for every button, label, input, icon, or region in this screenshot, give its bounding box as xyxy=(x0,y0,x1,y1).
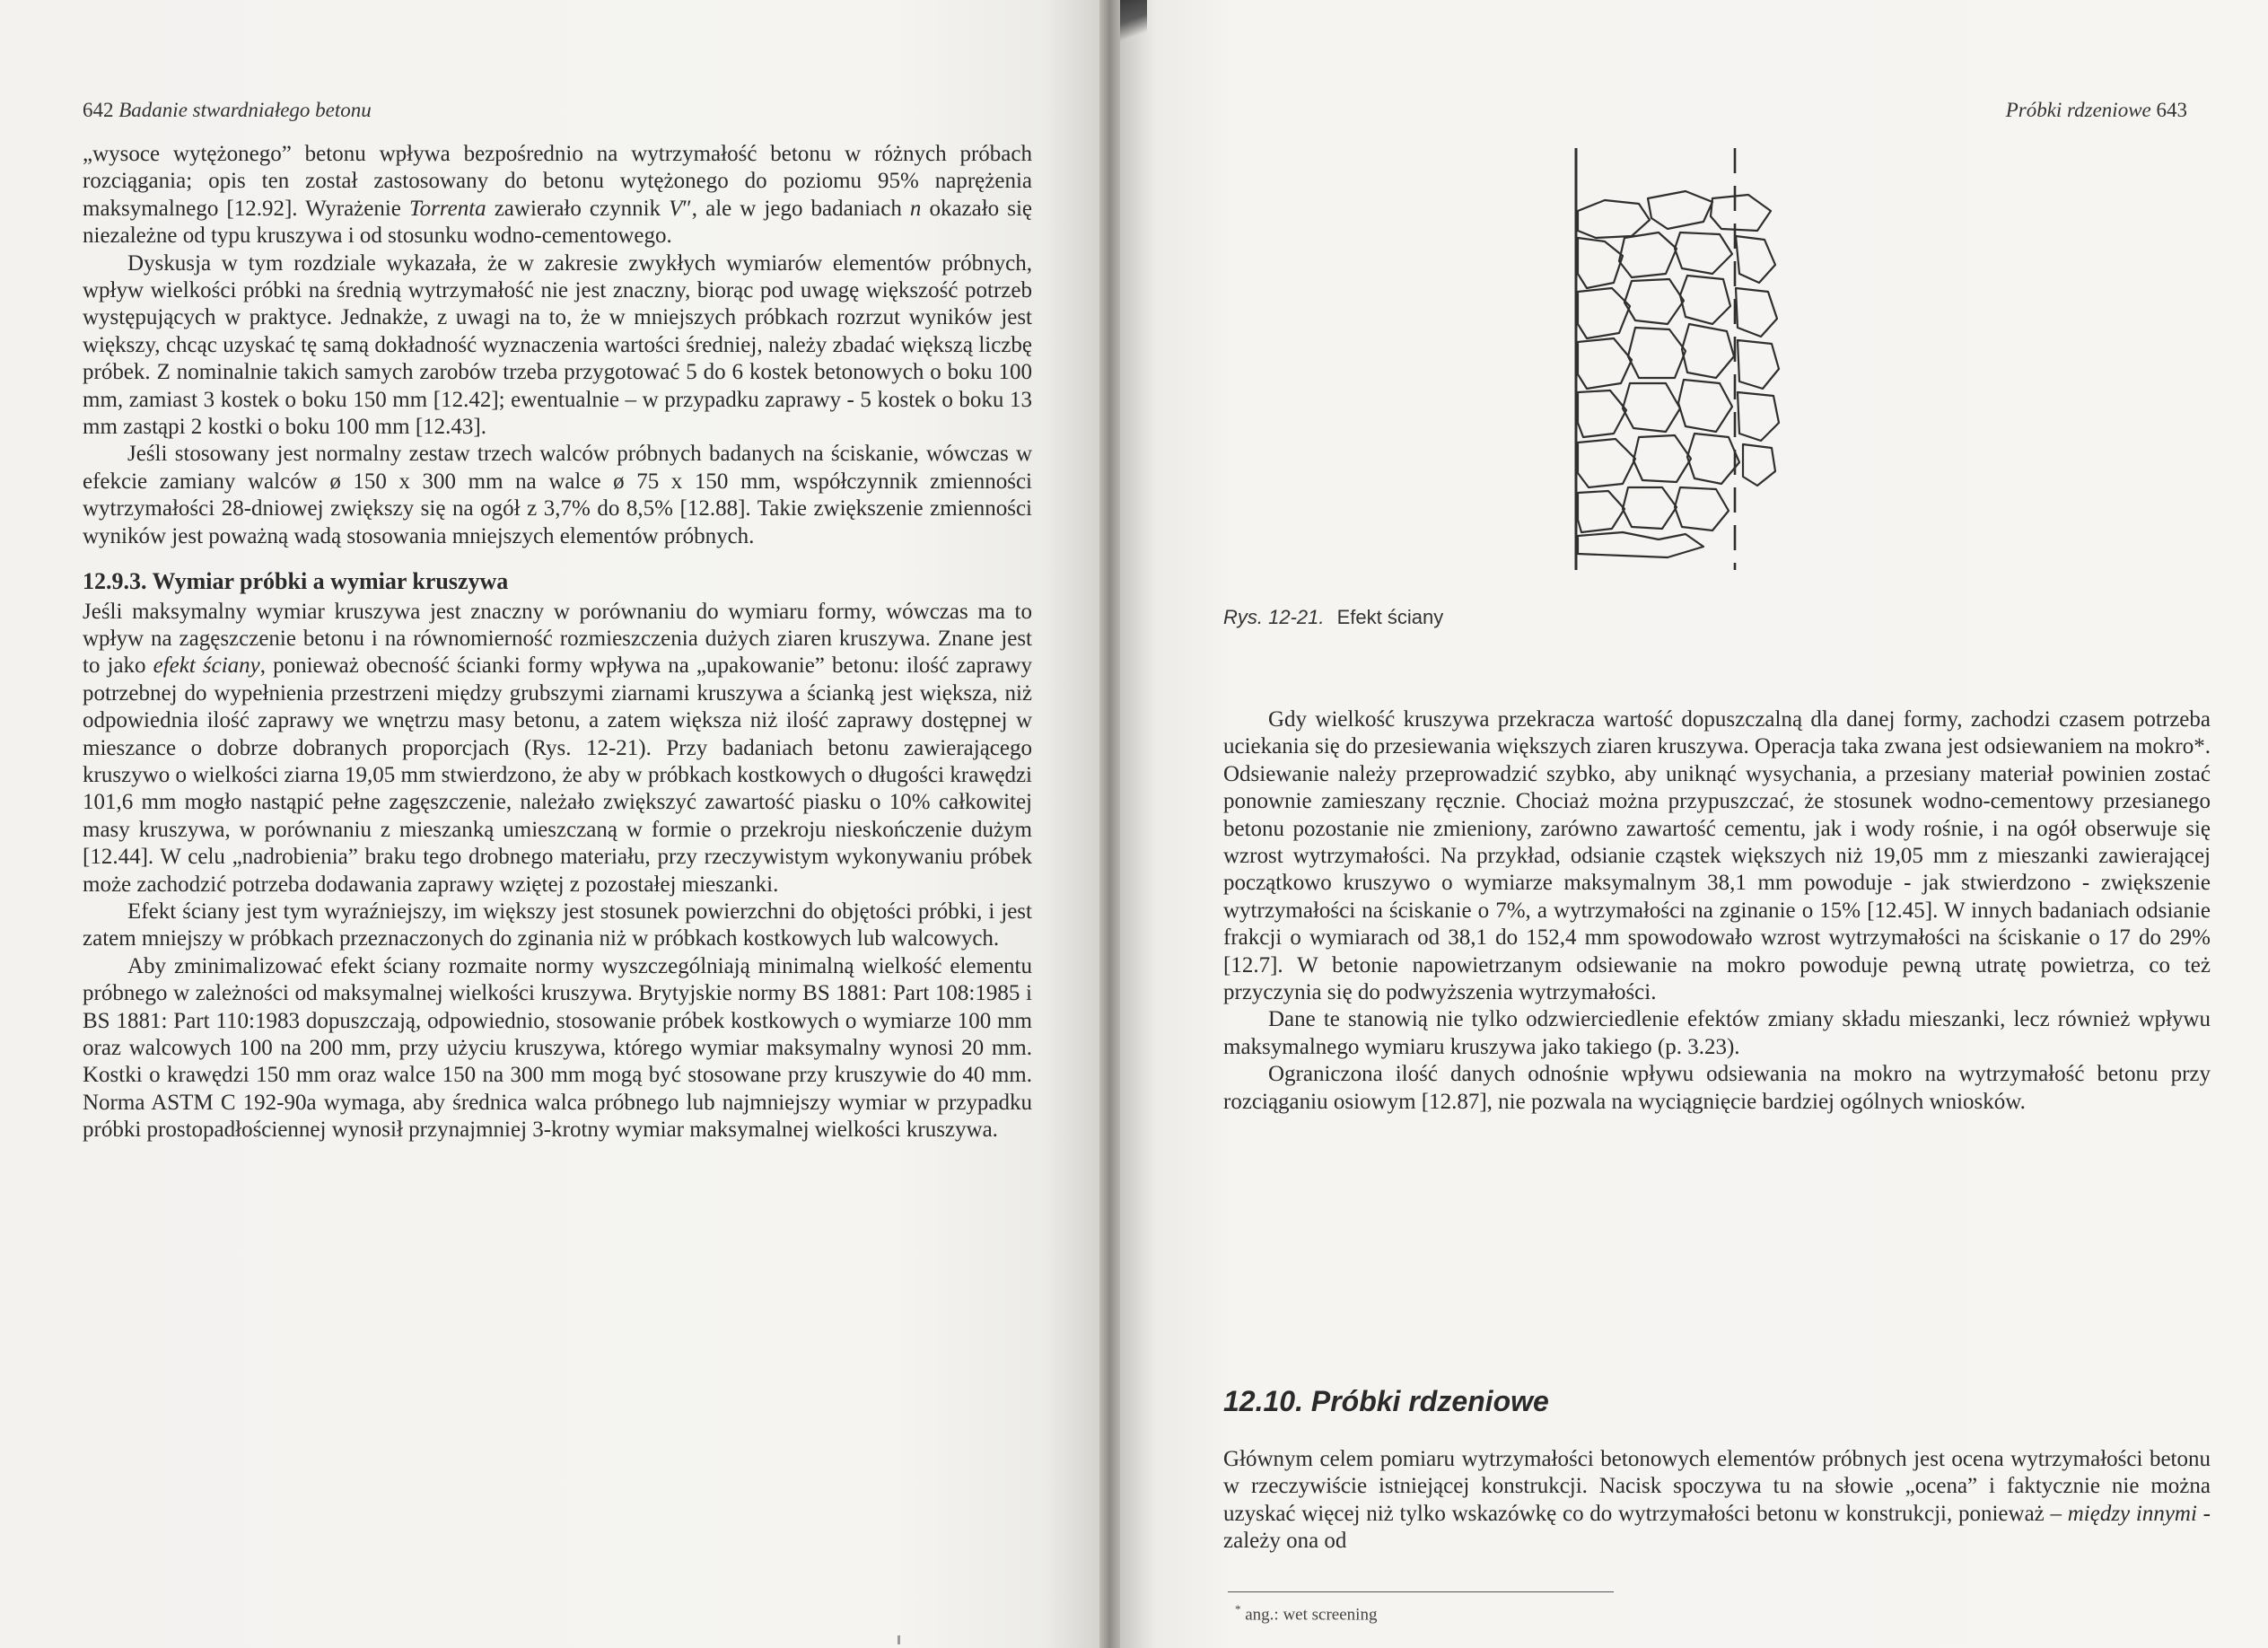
wall-effect-figure xyxy=(1569,148,1784,579)
left-page xyxy=(0,0,1113,1648)
left-paragraph-1-run-6: okazało się niezależne od typu kruszywa i od stosunku wodno-cementowego. xyxy=(83,196,1032,249)
right-paragraph-4 xyxy=(1223,1446,2211,1556)
left-paragraph-6: Aby zminimalizować efekt ściany rozmaite normy wyszczególniają minimalną wielkość elementu próbnego w zależności od maksymalnej wielkości kruszywa. Brytyjskie normy BS 1881: Part 108:1985 i BS 1881: Part 110:1983 dopuszczają, odpowiednio, stosowanie próbek kostkowych o wymiarze 100 mm oraz walcowych 100 na 200 mm, przy użyciu kruszywa, którego wymiar maksymalny wynosi 20 mm. Kostki o krawędzi 150 mm oraz walce 150 na 300 mm mogą być stosowane przy kruszywie do 40 mm. Norma ASTM C 192-90a wymaga, aby średnica walca próbnego lub najmniejszy wymiar w przypadku próbki prostopadłościennej wynosił przynajmniej 3-krotny wymiar maksymalnej wielkości kruszywa. xyxy=(83,953,1032,1143)
right-paragraph-2: Dane te stanowią nie tylko odzwierciedlenie efektów zmiany składu mieszanki, lecz również wpływu maksymalnego wymiaru kruszywa jako takiego (p. 3.23). xyxy=(1223,1007,2211,1059)
right-running-head xyxy=(2006,99,2187,122)
left-paragraph-4-run-1: efekt ściany xyxy=(153,653,260,679)
left-paragraph-1-run-3: V xyxy=(669,196,683,221)
page-mark xyxy=(898,1635,900,1644)
wall-effect-diagram xyxy=(1569,148,1784,579)
right-body-text xyxy=(1223,706,2211,1116)
footnote-text: ang.: wet screening xyxy=(1245,1605,1378,1625)
left-paragraph-4-run-2: , ponieważ obecność ścianki formy wpływa na „upakowanie” betonu: ilość zaprawy potrzebnej do wypełnienia przestrzeni między grubszymi ziarnami kruszywa a ścianką jest większa, niż odpowiednia ilość zaprawy we wnętrzu masy betonu, a zatem większa niż ilość zaprawy dostępnej w mieszance o dobrze dobranych proporcjach (Rys. 12-21). Przy badaniach betonu zawierającego kruszywo o wielkości ziarna 19,05 mm stwierdzono, że aby w próbkach kostkowych o długości krawędzi 101,6 mm mogło nastąpić pełne zagęszczenie, należało zwiększyć zawartość piasku o 10% całkowitej masy kruszywa, w porównaniu z mieszanką umieszczaną w formie o przekroju nieskończenie dużym [12.44]. W celu „nadrobienia” braku tego drobnego materiału, przy rzeczywistym wykonywaniu próbek może zachodzić potrzeba dodawania zaprawy wziętej z pozostałej mieszanki. xyxy=(83,653,1032,897)
right-running-title: Próbki rdzeniowe xyxy=(2005,99,2151,121)
left-body-text xyxy=(83,141,1032,1144)
left-paragraph-4 xyxy=(83,599,1032,899)
footnote xyxy=(1235,1602,1377,1625)
left-paragraph-1-run-5: n xyxy=(909,196,922,221)
left-running-head xyxy=(83,99,372,122)
figure-caption-text: Efekt ściany xyxy=(1336,606,1444,628)
right-body-text-2 xyxy=(1223,1446,2211,1556)
left-paragraph-4-run-0: Jeśli maksymalny wymiar kruszywa jest znaczny w porównaniu do wymiaru formy, wówczas ma to wpływ na zagęszczenie betonu i na równomierność rozmieszczenia dużych ziaren kruszywa. Znane jest to jako xyxy=(83,599,1032,679)
book-gutter xyxy=(1099,0,1122,1648)
left-paragraph-5: Efekt ściany jest tym wyraźniejszy, im większy jest stosunek powierzchni do objętości próbki, i jest zatem mniejszy w próbkach przeznaczonych do zginania niż w próbkach kostkowych lub walcowych. xyxy=(83,899,1032,951)
left-paragraph-1 xyxy=(83,141,1032,250)
left-paragraph-1-run-1: Torrenta xyxy=(408,196,486,221)
figure-caption xyxy=(1223,606,1443,629)
left-paragraph-1-run-4: ″, ale w jego badaniach xyxy=(682,196,910,221)
right-paragraph-3: Ograniczona ilość danych odnośnie wpływu odsiewania na mokro na wytrzymałość betonu przy rozciąganiu osiowym [12.87], nie pozwala na wyciągnięcie bardziej ogólnych wniosków. xyxy=(1223,1062,2211,1114)
left-page-number: 642 xyxy=(83,99,114,121)
left-paragraph-3: Jeśli stosowany jest normalny zestaw trzech walców próbnych badanych na ściskanie, wówczas w efekcie zamiany walców ø 150 x 300 mm na walce ø 75 x 150 mm, współczynnik zmienności wytrzymałości 28-dniowej zwiększy się na ogół z 3,7% do 8,5% [12.88]. Takie zwiększenie zmienności wyników jest poważną wadą stosowania mniejszych elementów próbnych. xyxy=(83,442,1032,548)
footnote-rule xyxy=(1228,1591,1614,1592)
right-page xyxy=(1120,0,2268,1648)
right-page-number: 643 xyxy=(2156,99,2187,121)
footnote-mark: * xyxy=(1235,1602,1241,1616)
left-paragraph-1-run-2: zawierało czynnik xyxy=(486,196,670,221)
figure-number: Rys. 12-21. xyxy=(1223,606,1325,628)
right-paragraph-4-run-1: między innymi xyxy=(2067,1501,2197,1526)
left-paragraph-1-run-0: „wysoce wytężonego” betonu wpływa bezpośrednio na wytrzymałość betonu w różnych próbach rozciągania; opis ten został zastosowany do betonu wytężonego do poziomu 95% naprężenia maksymalnego [12.92]. Wyrażenie xyxy=(83,142,1032,221)
right-paragraph-4-run-0: Głównym celem pomiaru wytrzymałości betonowych elementów próbnych jest ocena wytrzymałości betonu w rzeczywiście istniejącej konstrukcji. Nacisk spoczywa tu na słowie „ocena” i faktycznie nie można uzyskać więcej niż tylko wskazówkę co do wytrzymałości betonu w konstrukcji, ponieważ – xyxy=(1223,1447,2211,1526)
right-paragraph-1: Gdy wielkość kruszywa przekracza wartość dopuszczalną dla danej formy, zachodzi czasem potrzeba uciekania się do przesiewania większych ziaren kruszywa. Operacja taka zwana jest odsiewaniem na mokro*. Odsiewanie należy przeprowadzić szybko, aby uniknąć wysychania, a przesiany materiał powinien zostać ponownie zamieszany ręcznie. Chociaż można przypuszczać, że stosunek wodno-cementowy przesianego betonu pozostanie nie zmieniony, zarówno zawartość cementu, jak i wody rośnie, i na ogół obserwuje się wzrost wytrzymałości. Na przykład, odsianie cząstek większych niż 19,05 mm z mieszanki zawierającej początkowo kruszywo o wymiarze maksymalnym 38,1 mm powoduje - jak stwierdzono - zwiększenie wytrzymałości na ściskanie o 7%, a wytrzymałości na zginanie o 15% [12.45]. W innych badaniach odsianie frakcji o wymiarach od 38,1 do 152,4 mm spowodowało wzrost wytrzymałości na ściskanie o 17 do 29% [12.7]. W betonie napowietrzanym odsiewanie na mokro powoduje pewną utratę powietrza, co też przyczynia się do podwyższenia wytrzymałości. xyxy=(1223,707,2211,1005)
right-paragraph-4-run-2: - zależy ona od xyxy=(1223,1501,2211,1554)
section-heading-12-9-3: 12.9.3. Wymiar próbki a wymiar kruszywa xyxy=(83,568,509,595)
left-paragraph-2: Dyskusja w tym rozdziale wykazała, że w zakresie zwykłych wymiarów elementów próbnych, wpływ wielkości próbki na średnią wytrzymałość nie jest znaczny, biorąc pod uwagę większość potrzeb występujących w praktyce. Jednakże, z uwagi na to, że w mniejszych próbkach rozrzut wyników jest większy, chcąc uzyskać tę samą dokładność wyznaczenia wartości średniej, należy zbadać większą liczbę próbek. Z nominalnie takich samych zarobów trzeba przygotować 5 do 6 kostek betonowych o boku 100 mm, zamiast 3 kostek o boku 150 mm [12.42]; ewentualnie – w przypadku zaprawy - 5 kostek o boku 13 mm zastąpi 2 kostki o boku 100 mm [12.43]. xyxy=(83,250,1032,440)
section-heading-12-10: 12.10. Próbki rdzeniowe xyxy=(1223,1385,1549,1417)
left-running-title: Badanie stwardniałego betonu xyxy=(118,99,372,121)
